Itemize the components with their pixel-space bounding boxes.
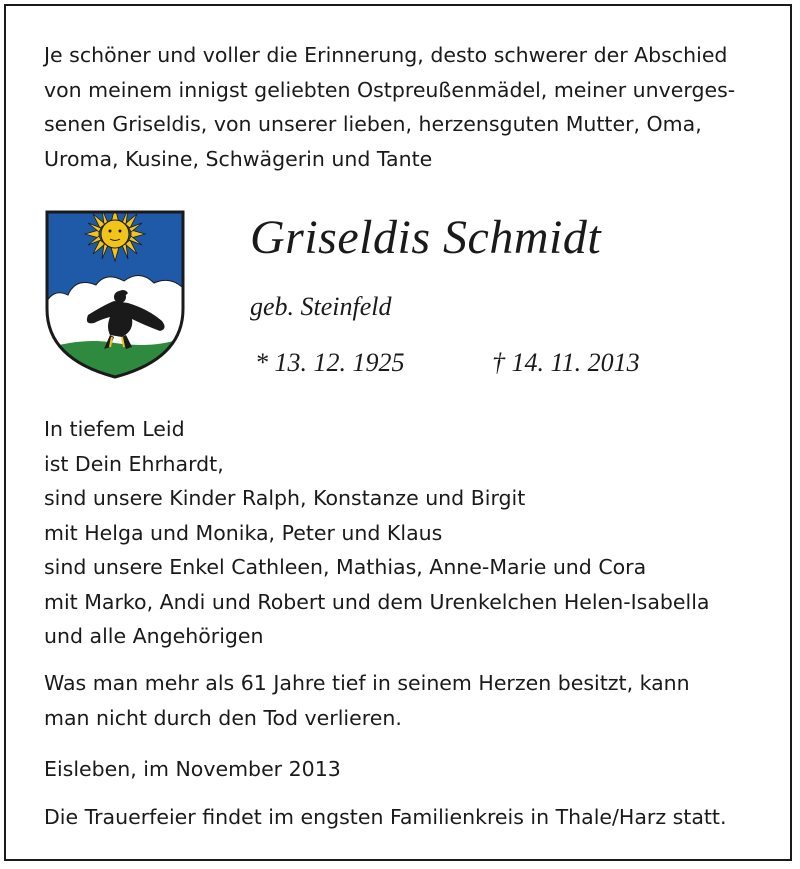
intro-text <box>44 38 764 176</box>
mourners-line: und alle Angehörigen <box>44 624 264 648</box>
intro-line: senen Griseldis, von unserer lieben, herzensguten Mutter, Oma, <box>44 112 702 136</box>
death-date: † 14. 11. 2013 <box>492 348 640 377</box>
mourners-line: mit Marko, Andi und Robert und dem Urenkelchen Helen-Isabella <box>44 589 710 614</box>
place-date: Eisleben, im November 2013 <box>44 757 341 781</box>
quote-line: man nicht durch den Tod verlieren. <box>44 705 402 730</box>
maiden-name: geb. Steinfeld <box>250 292 392 321</box>
intro-line: Je schöner und voller die Erinnerung, desto schwerer der Abschied <box>44 43 728 67</box>
mourners-line: sind unsere Kinder Ralph, Konstanze und Birgit <box>44 486 526 510</box>
mourners-list <box>44 412 709 654</box>
intro-line: Uroma, Kusine, Schwägerin und Tante <box>44 146 433 171</box>
deceased-name: Griseldis Schmidt <box>250 211 602 264</box>
mourners-line: ist Dein Ehrhardt, <box>44 451 224 476</box>
mourners-line: sind unsere Enkel Cathleen, Mathias, Anne-Marie und Cora <box>44 555 647 579</box>
funeral-note: Die Trauerfeier findet im engsten Familienkreis in Thale/Harz statt. <box>44 805 727 829</box>
birth-date: * 13. 12. 1925 <box>255 348 405 377</box>
intro-line: von meinem innigst geliebten Ostpreußenmädel, meiner unverges- <box>44 77 736 102</box>
quote-text <box>44 666 690 735</box>
quote-line: Was man mehr als 61 Jahre tief in seinem Herzen besitzt, kann <box>44 671 690 695</box>
coat-of-arms-sun-eagle-icon <box>44 209 186 381</box>
mourners-line: mit Helga und Monika, Peter und Klaus <box>44 520 443 545</box>
mourners-line: In tiefem Leid <box>44 417 185 441</box>
